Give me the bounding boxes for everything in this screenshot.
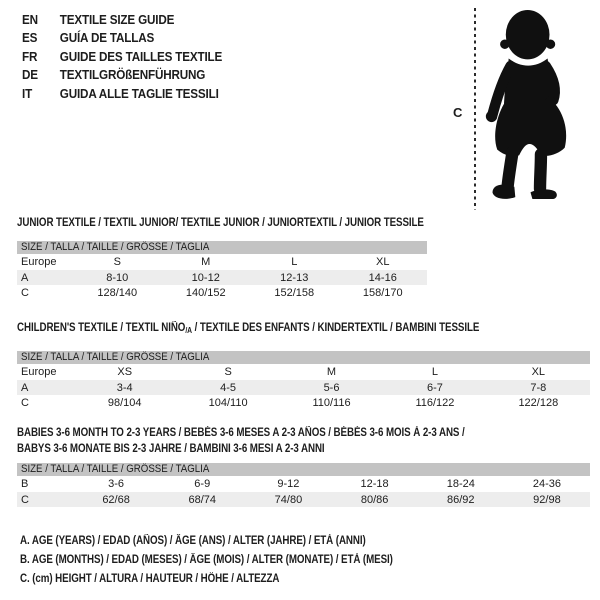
table-cell: 10-12 [191, 271, 220, 284]
junior-size-table [17, 217, 427, 301]
language-row [22, 66, 222, 85]
table-cell: 6-7 [426, 381, 443, 394]
table-cell: 3-6 [108, 478, 125, 490]
table-cell: 92/98 [533, 493, 561, 506]
table-row [17, 492, 590, 507]
table-cell: XS [117, 366, 133, 378]
table-cell: 110/116 [312, 397, 351, 409]
language-label: GUIDE DES TAILLES TEXTILE [59, 48, 223, 64]
table-cell: 7-8 [530, 381, 547, 394]
children-title-text: CHILDREN'S TEXTILE / TEXTIL NIÑO [17, 322, 186, 334]
babies-table-title-line2: BABYS 3-6 MONATE BIS 2-3 JAHRE / BAMBINI 3-6 MESI A 2-3 ANNI [17, 442, 325, 455]
table-cell: 98/104 [107, 397, 142, 409]
table-cell: 140/152 [185, 287, 226, 299]
row-label: A [21, 381, 29, 394]
table-cell: 104/110 [208, 397, 248, 409]
table-cell: 68/74 [188, 493, 217, 506]
language-label: TEXTILE SIZE GUIDE [59, 11, 175, 27]
children-title-text: / TEXTILE DES ENFANTS / KINDERTEXTIL / BAMBINI TESSILE [191, 322, 480, 334]
language-list [22, 10, 244, 103]
babies-size-table [17, 426, 590, 507]
legend-footnotes [20, 532, 459, 589]
table-cell: 8-10 [106, 271, 129, 284]
babies-table-rows [17, 476, 590, 507]
table-cell: S [113, 256, 121, 268]
table-cell: M [201, 256, 211, 268]
junior-table-rows [17, 254, 427, 301]
table-row [17, 254, 427, 270]
row-label: B [21, 478, 29, 490]
footnote-age-months: B. AGE (MONTHS) / EDAD (MESES) / ÂGE (MOIS) / ALTER (MONATE) / ETÀ (MESI) [20, 554, 393, 566]
size-header-label: SIZE / TALLA / TAILLE / GRÖSSE / TAGLIA [21, 463, 210, 475]
table-row [17, 476, 590, 492]
babies-table-title-line1: BABIES 3-6 MONTH TO 2-3 YEARS / BEBÉS 3-6 MESES A 2-3 AÑOS / BÉBÉS 3-6 MOIS À 2-3 ANS / [17, 427, 465, 439]
table-cell: 12-13 [280, 271, 309, 284]
height-measure-dashed-line [474, 8, 476, 210]
language-row [22, 47, 222, 66]
footnote-height-cm: C. (cm) HEIGHT / ALTURA / HAUTEUR / HÖHE / ALTEZZA [20, 573, 280, 585]
row-label: A [21, 271, 29, 284]
table-cell: 5-6 [323, 381, 340, 394]
table-cell: 116/122 [415, 397, 455, 409]
table-cell: 86/92 [447, 493, 475, 506]
language-label: GUIDA ALLE TAGLIE TESSILI [59, 85, 219, 101]
table-cell: 9-12 [277, 478, 300, 490]
children-title-subscript: /A [185, 326, 192, 335]
table-cell: XL [531, 366, 546, 378]
table-cell: 62/68 [102, 493, 130, 506]
table-cell: M [326, 366, 337, 378]
language-row [22, 10, 222, 29]
children-size-table [17, 322, 590, 411]
table-cell: 14-16 [368, 271, 397, 284]
size-header-bar [17, 463, 590, 476]
row-label: C [21, 493, 29, 506]
table-cell: 3-4 [116, 381, 133, 394]
footnote-age-years: A. AGE (YEARS) / EDAD (AÑOS) / ÂGE (ANS) / ALTER (JAHRE) / ETÀ (ANNI) [20, 535, 366, 547]
language-label: GUÍA DE TALLAS [59, 30, 155, 46]
language-label: TEXTILGRÖßENFÜHRUNG [59, 67, 206, 83]
language-code: FR [22, 48, 38, 64]
table-cell: 12-18 [360, 478, 389, 490]
size-header-label: SIZE / TALLA / TAILLE / GRÖSSE / TAGLIA [21, 351, 210, 363]
children-table-rows [17, 364, 590, 411]
language-row [22, 29, 222, 48]
size-header-bar [17, 241, 427, 254]
table-cell: S [224, 366, 232, 378]
table-cell: 80/86 [360, 493, 389, 506]
table-cell: 122/128 [518, 397, 559, 409]
table-cell: 4-5 [220, 381, 237, 394]
table-cell: L [291, 256, 298, 268]
toddler-silhouette-icon [483, 3, 597, 207]
children-table-title [17, 322, 504, 337]
table-cell: 74/80 [274, 493, 303, 506]
row-label: Europe [21, 366, 57, 378]
row-label: C [21, 287, 29, 299]
junior-table-title: JUNIOR TEXTILE / TEXTIL JUNIOR/ TEXTILE JUNIOR / JUNIORTEXTIL / JUNIOR TESSILE [17, 217, 424, 229]
table-cell: 152/158 [274, 287, 315, 299]
row-label: C [21, 397, 29, 409]
size-header-bar [17, 351, 590, 364]
table-cell: 24-36 [532, 478, 562, 490]
table-cell: 128/140 [97, 287, 138, 299]
size-header-label: SIZE / TALLA / TAILLE / GRÖSSE / TAGLIA [21, 241, 210, 253]
table-row [17, 395, 590, 411]
language-code: ES [22, 30, 38, 46]
table-cell: 158/170 [362, 287, 403, 299]
height-marker-label: C [453, 105, 463, 120]
table-row [17, 364, 590, 380]
table-row [17, 285, 427, 301]
table-row [17, 270, 427, 285]
table-row [17, 380, 590, 395]
table-cell: L [431, 366, 438, 378]
table-cell: XL [376, 256, 390, 268]
row-label: Europe [21, 256, 57, 268]
language-code: DE [22, 67, 38, 83]
language-code: IT [22, 85, 33, 101]
table-cell: 6-9 [194, 478, 211, 490]
language-code: EN [22, 11, 38, 27]
language-row [22, 84, 222, 103]
table-cell: 18-24 [446, 478, 475, 490]
